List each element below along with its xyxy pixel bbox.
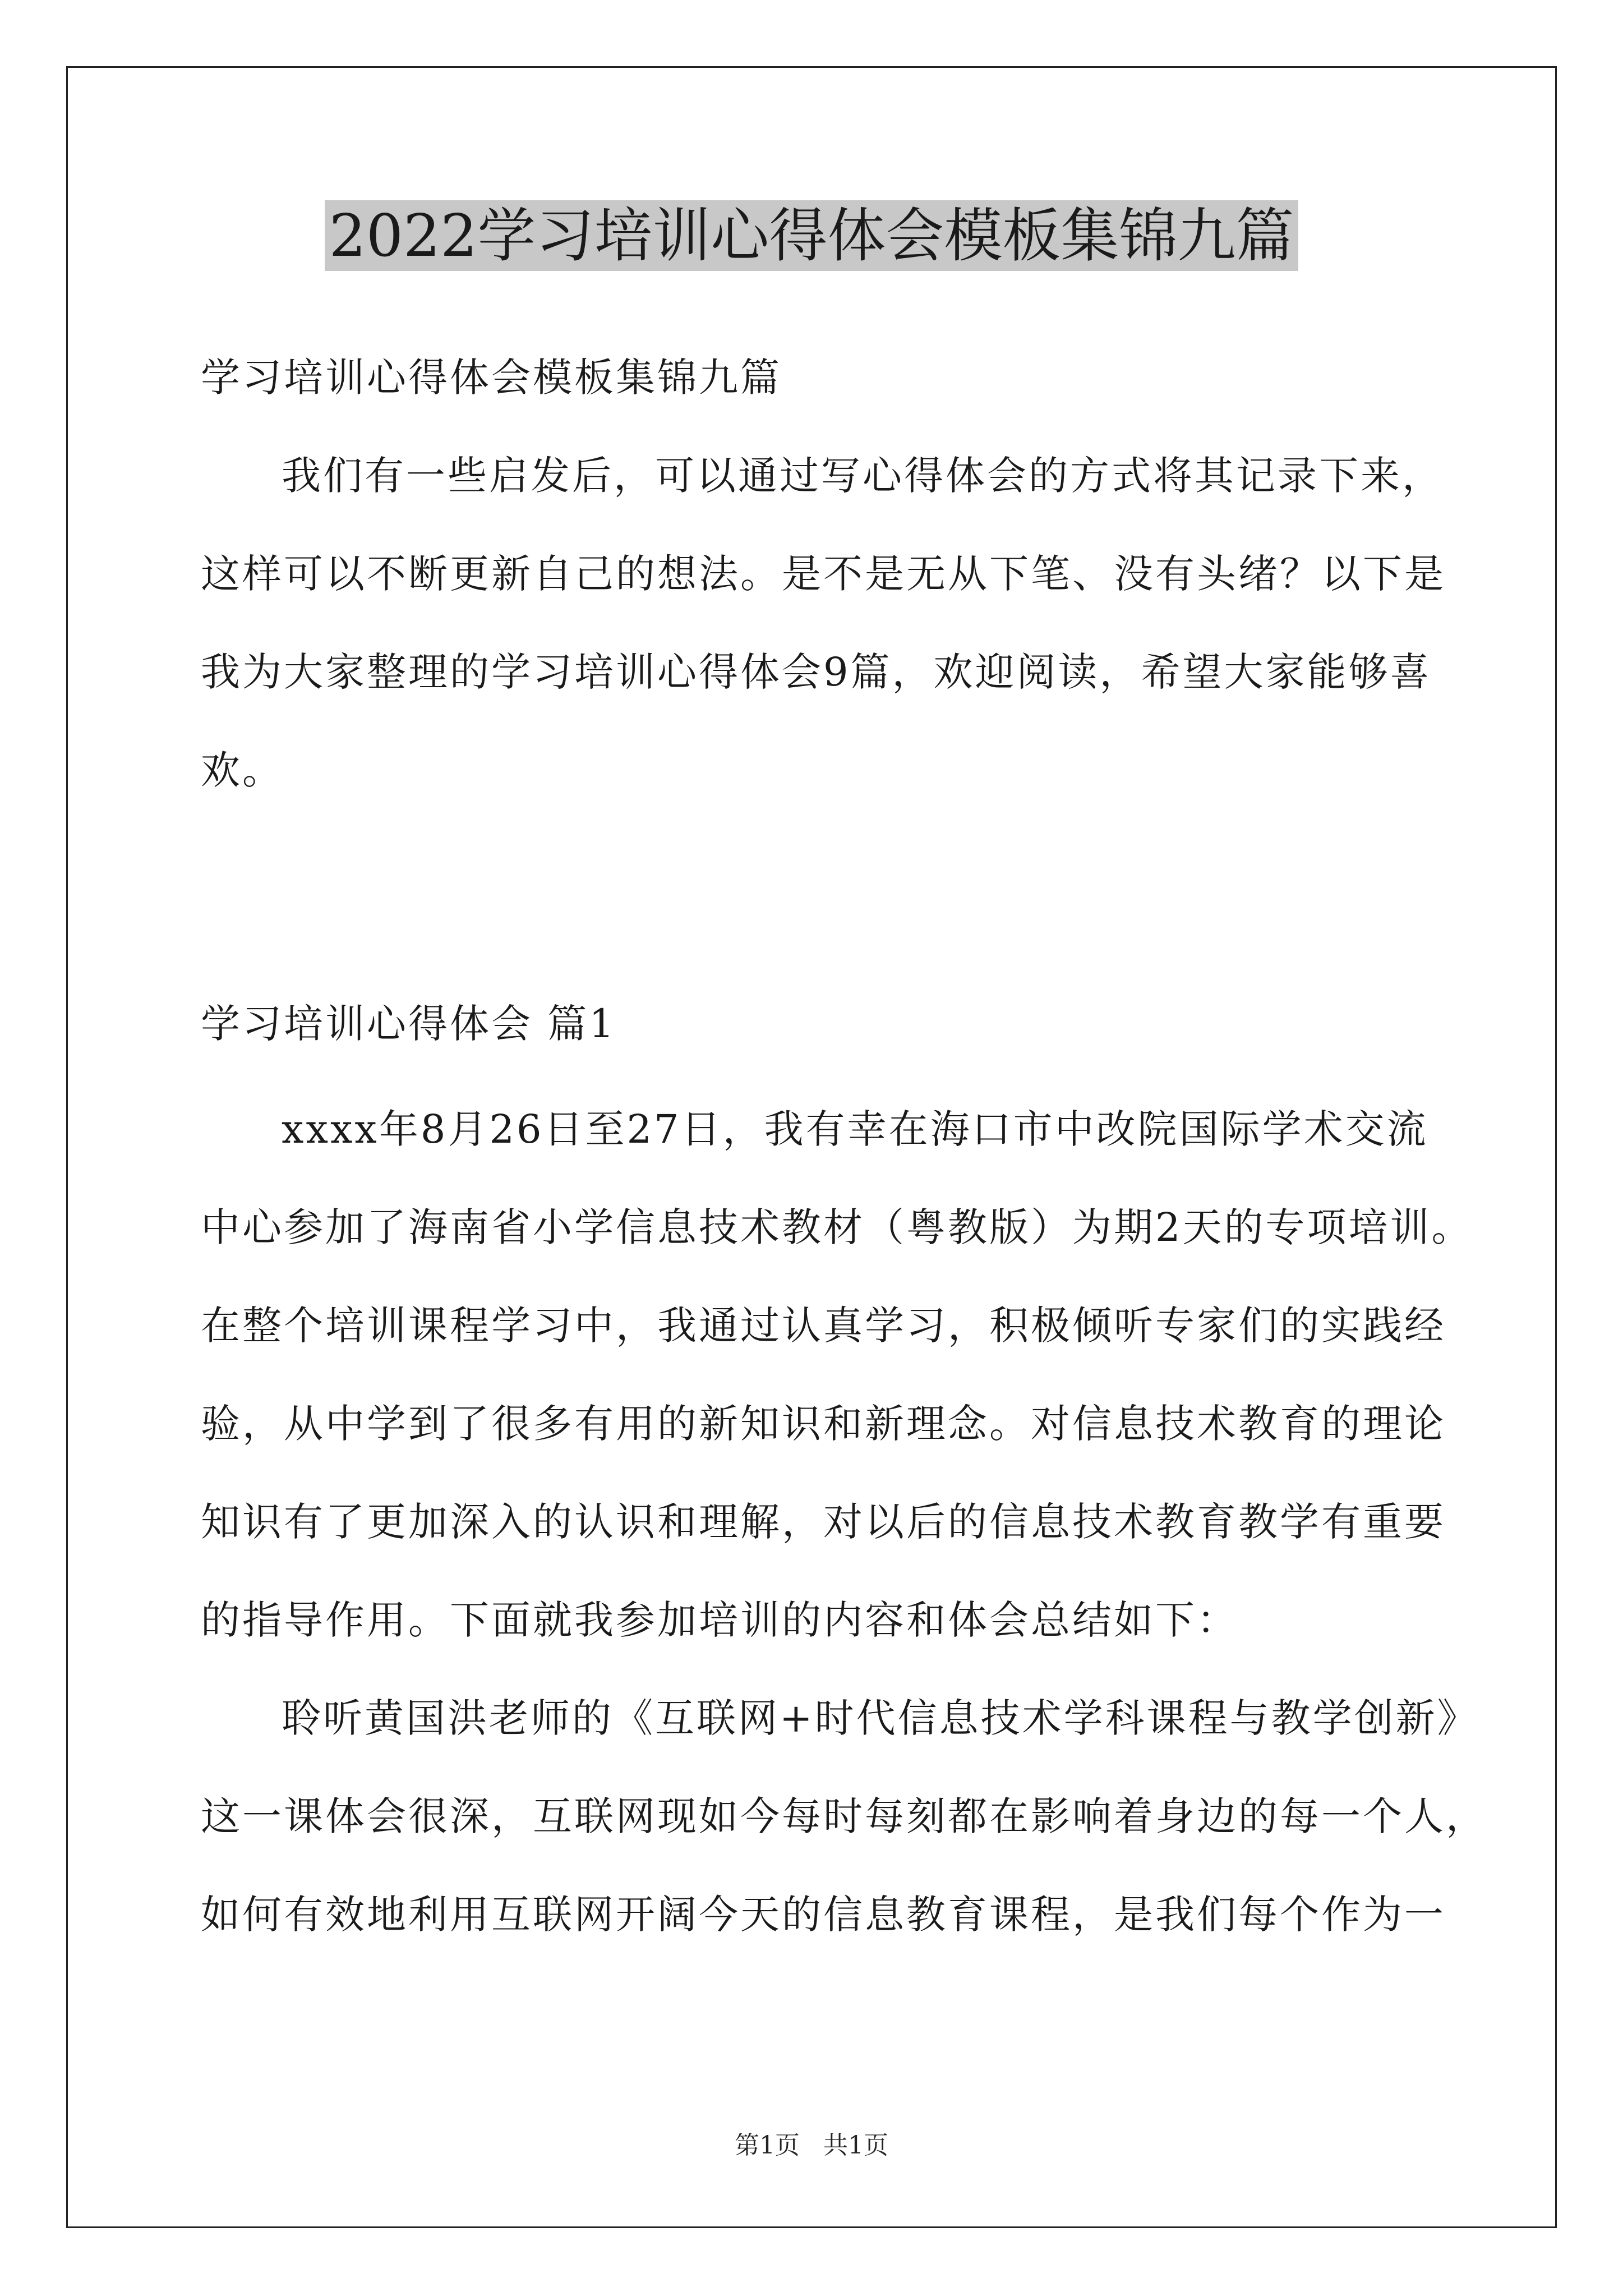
intro-line: 欢。 (201, 747, 284, 793)
body-line: xxxx年8月26日至27日，我有幸在海口市中改院国际学术交流 (282, 1106, 1428, 1152)
body-line: 这一课体会很深，互联网现如今每时每刻都在影响着身边的每一个人， (201, 1793, 1487, 1839)
body-line: 的指导作用。下面就我参加培训的内容和体会总结如下： (201, 1597, 1238, 1643)
document-subtitle: 学习培训心得体会模板集锦九篇 (201, 355, 782, 401)
body-line: 聆听黄国洪老师的《互联网+时代信息技术学科课程与教学创新》 (282, 1695, 1479, 1741)
body-line: 中心参加了海南省小学信息技术教材（粤教版）为期2天的专项培训。 (201, 1204, 1473, 1250)
document-title (0, 199, 1623, 272)
intro-line: 我为大家整理的学习培训心得体会9篇，欢迎阅读，希望大家能够喜 (201, 649, 1432, 695)
intro-line: 我们有一些启发后，可以通过写心得体会的方式将其记录下来， (282, 453, 1444, 499)
body-line: 验，从中学到了很多有用的新知识和新理念。对信息技术教育的理论 (201, 1401, 1446, 1447)
body-line: 在整个培训课程学习中，我通过认真学习，积极倾听专家们的实践经 (201, 1303, 1446, 1349)
document-title-text: 2022学习培训心得体会模板集锦九篇 (325, 200, 1299, 271)
body-line: 知识有了更加深入的认识和理解，对以后的信息技术教育教学有重要 (201, 1499, 1446, 1545)
page-footer: 第1页 共1页 (735, 2131, 888, 2160)
section-heading: 学习培训心得体会 篇1 (201, 1001, 616, 1047)
intro-line: 这样可以不断更新自己的想法。是不是无从下笔、没有头绪？以下是 (201, 551, 1446, 597)
body-line: 如何有效地利用互联网开阔今天的信息教育课程，是我们每个作为一 (201, 1892, 1446, 1938)
